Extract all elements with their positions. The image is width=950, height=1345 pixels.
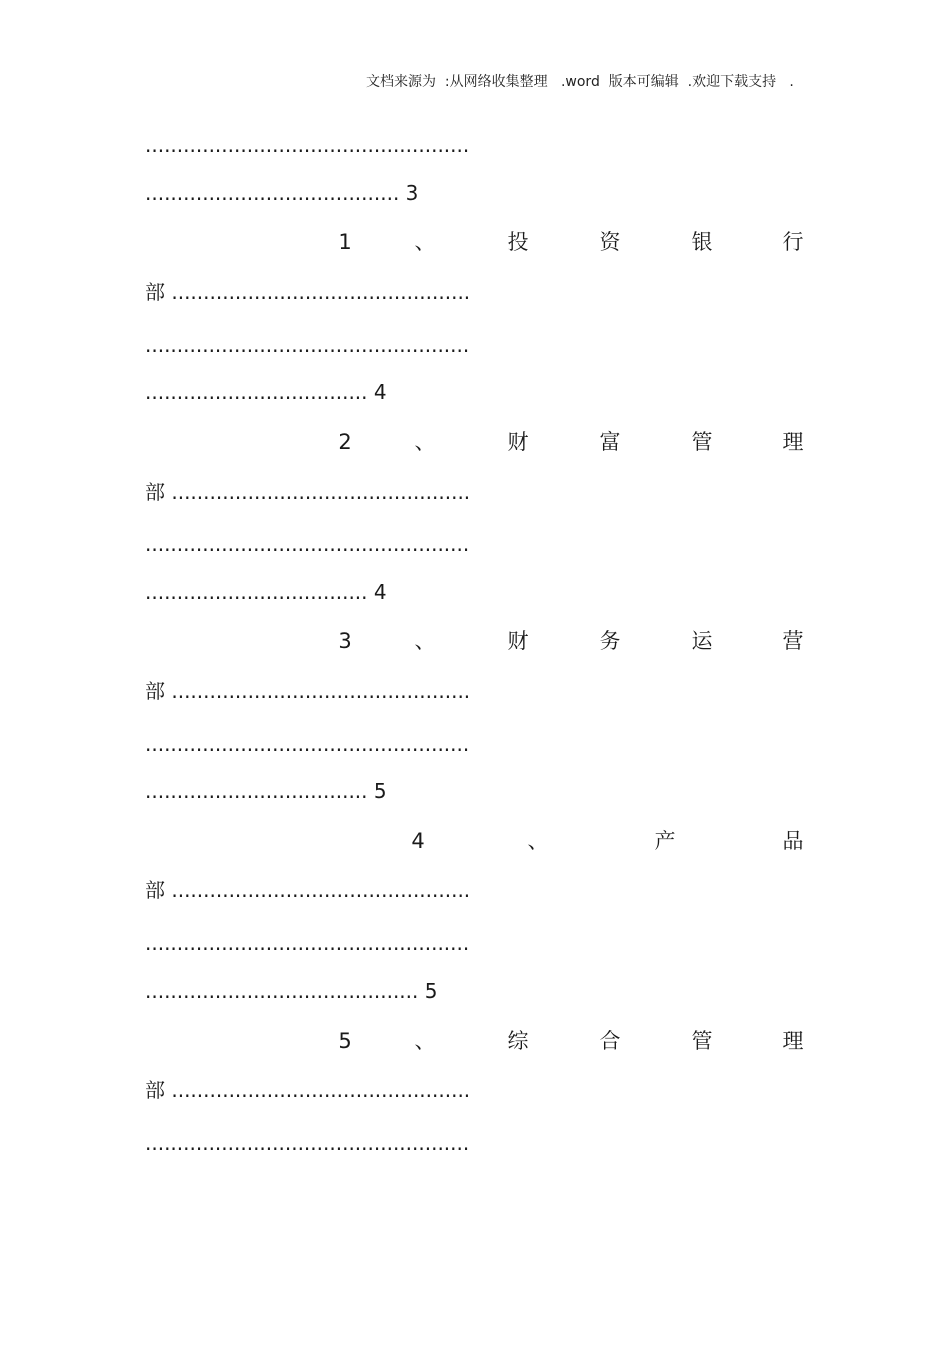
toc-dots-line: ................................................... (145, 333, 470, 357)
toc-dots-page-line: ................................... 4 (145, 580, 387, 604)
toc-entry-char: 理 (782, 430, 804, 454)
toc-entry-char: 富 (599, 430, 621, 454)
toc-entry-char: 行 (782, 230, 804, 254)
toc-entry-char: 营 (782, 629, 804, 653)
toc-entry-tail (145, 878, 470, 902)
toc-dots-line: ................................................... (145, 133, 470, 157)
toc-entry-separator: 、 (527, 829, 549, 853)
toc-entry-char: 运 (691, 629, 713, 653)
toc-entry-separator: 、 (414, 430, 436, 454)
toc-entry-char: 综 (507, 1029, 529, 1053)
toc-dots-page-line: ................................... 5 (145, 779, 387, 803)
toc-entry-char: 管 (691, 430, 713, 454)
toc-dots: ............................................... (171, 1078, 471, 1102)
toc-entry-char: 财 (507, 430, 529, 454)
toc-entry-separator: 、 (414, 230, 436, 254)
toc-entry-char: 务 (599, 629, 621, 653)
toc-dots-line: ................................................... (145, 732, 470, 756)
toc-entry-last-char: 部 (145, 280, 165, 304)
toc-entry-char: 财 (507, 629, 529, 653)
toc-entry-number: 3 (338, 629, 352, 653)
toc-entry-last-char: 部 (145, 480, 165, 504)
toc-entry-char: 理 (782, 1029, 804, 1053)
toc-dots-line: ................................................... (145, 1131, 470, 1155)
toc-entry-char: 管 (691, 1029, 713, 1053)
toc-entry-char: 投 (507, 230, 529, 254)
toc-entry-separator: 、 (414, 629, 436, 653)
toc-dots: ............................................... (171, 679, 471, 703)
toc-dots-page-line: ................................... 4 (145, 380, 387, 404)
toc-entry-tail (145, 1078, 470, 1102)
toc-entry-tail (145, 679, 470, 703)
toc-entry-char: 资 (599, 230, 621, 254)
toc-dots-page-line: ........................................ 3 (145, 181, 419, 205)
toc-dots-line: ................................................... (145, 532, 470, 556)
toc-entry-number: 5 (338, 1029, 352, 1053)
toc-entry-separator: 、 (414, 1029, 436, 1053)
toc-entry-last-char: 部 (145, 878, 165, 902)
toc-dots: ............................................... (171, 878, 471, 902)
toc-entry-tail (145, 480, 470, 504)
page-header: 文档来源为 :从网络收集整理 .word 版本可编辑 .欢迎下载支持 . (366, 74, 794, 90)
toc-dots: ............................................... (171, 280, 471, 304)
toc-entry-char: 品 (782, 829, 804, 853)
toc-dots-line: ................................................... (145, 931, 470, 955)
toc-dots: ............................................... (171, 480, 471, 504)
toc-entry-last-char: 部 (145, 1078, 165, 1102)
toc-entry-last-char: 部 (145, 679, 165, 703)
toc-entry-number: 2 (338, 430, 352, 454)
toc-entry-char: 银 (691, 230, 713, 254)
toc-entry-tail (145, 280, 470, 304)
toc-entry-number: 1 (338, 230, 352, 254)
toc-dots-page-line: ........................................... 5 (145, 979, 438, 1003)
toc-entry-char: 合 (599, 1029, 621, 1053)
toc-entry-char: 产 (654, 829, 676, 853)
toc-entry-number: 4 (411, 829, 425, 853)
